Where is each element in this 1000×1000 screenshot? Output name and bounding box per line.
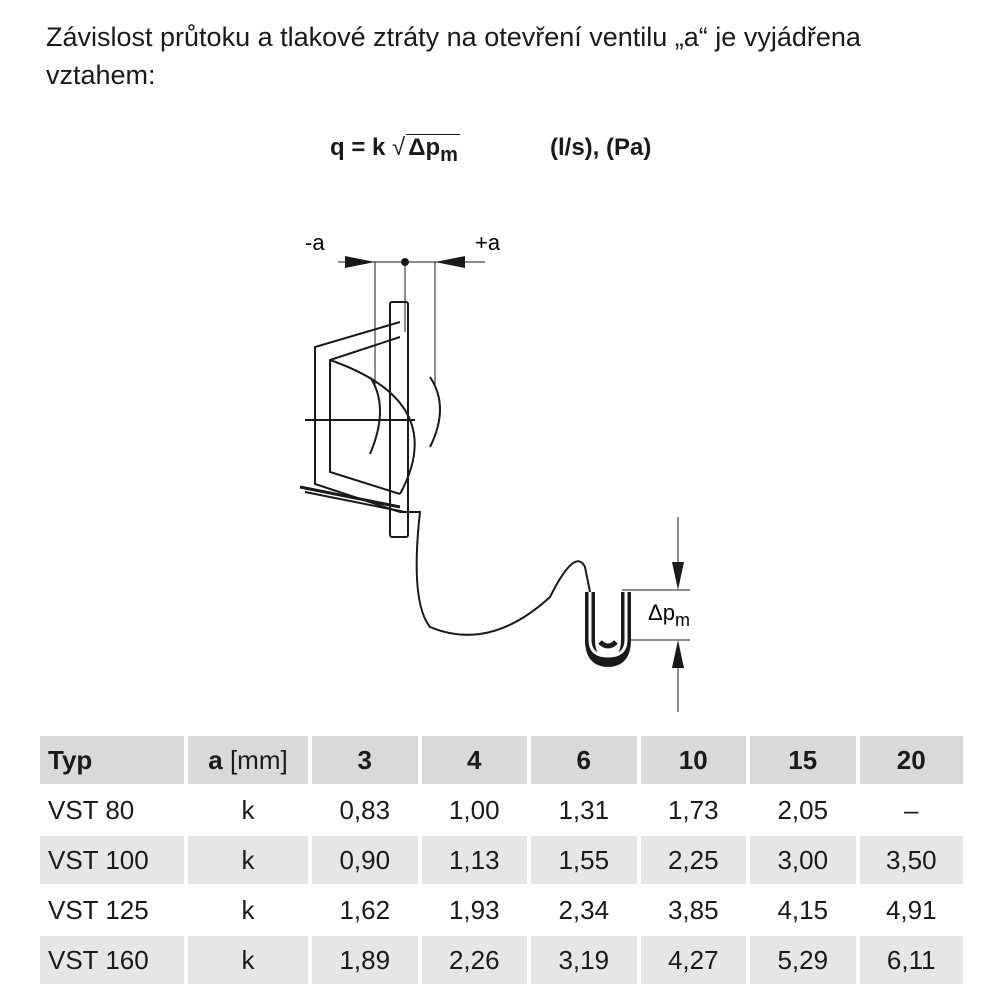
arrow-down-icon xyxy=(672,562,684,590)
label-plus-a: +a xyxy=(475,230,501,255)
table-cell: 3,19 xyxy=(529,935,639,984)
label-delta-p-text: Δp xyxy=(648,600,675,625)
header-a-symbol: a xyxy=(208,744,223,775)
formula-radicand-sub: m xyxy=(440,144,458,166)
header-a xyxy=(186,736,310,785)
table-cell: 0,90 xyxy=(310,835,420,885)
header-value: 15 xyxy=(748,736,858,785)
arrow-left-icon xyxy=(435,256,465,268)
row-param: k xyxy=(186,785,310,835)
table-cell: 1,13 xyxy=(420,835,530,885)
table-cell: 2,34 xyxy=(529,885,639,935)
label-minus-a: -a xyxy=(305,230,325,255)
table-cell: 1,00 xyxy=(420,785,530,835)
header-value: 10 xyxy=(639,736,749,785)
table-cell: 3,85 xyxy=(639,885,749,935)
header-value: 6 xyxy=(529,736,639,785)
sqrt-icon: √ xyxy=(392,134,406,161)
table-cell: 1,62 xyxy=(310,885,420,935)
table-cell: – xyxy=(858,785,964,835)
valve-diagram xyxy=(290,222,730,717)
table-cell: 2,05 xyxy=(748,785,858,835)
arrow-right-icon xyxy=(345,256,375,268)
table-cell: 1,93 xyxy=(420,885,530,935)
row-param: k xyxy=(186,885,310,935)
flow-formula xyxy=(330,134,652,166)
formula-radicand xyxy=(406,134,460,166)
table-cell: 2,26 xyxy=(420,935,530,984)
header-a-unit: [mm] xyxy=(222,744,288,775)
row-typ: VST 100 xyxy=(40,835,186,885)
header-value: 4 xyxy=(420,736,530,785)
table-cell: 4,27 xyxy=(639,935,749,984)
arrow-up-icon xyxy=(672,640,684,668)
table-cell: 1,73 xyxy=(639,785,749,835)
table-cell: 4,15 xyxy=(748,885,858,935)
table-cell: 6,11 xyxy=(858,935,964,984)
row-typ: VST 125 xyxy=(40,885,186,935)
intro-paragraph: Závislost průtoku a tlakové ztráty na otevření ventilu „a“ je vyjádřena vztahem: xyxy=(46,22,861,90)
table-header-row xyxy=(40,736,963,785)
formula-lhs: q = k xyxy=(330,134,393,161)
table-cell: 1,89 xyxy=(310,935,420,984)
header-value: 3 xyxy=(310,736,420,785)
table-row xyxy=(40,785,963,835)
row-param: k xyxy=(186,835,310,885)
formula-units: (l/s), (Pa) xyxy=(550,134,652,161)
center-dot-icon xyxy=(401,258,409,266)
k-factor-table xyxy=(40,736,963,984)
table-cell: 3,50 xyxy=(858,835,964,885)
table-cell: 5,29 xyxy=(748,935,858,984)
table-cell: 1,31 xyxy=(529,785,639,835)
table-row xyxy=(40,835,963,885)
formula-radicand-text: Δp xyxy=(408,134,441,161)
row-typ: VST 160 xyxy=(40,935,186,984)
table-cell: 4,91 xyxy=(858,885,964,935)
header-typ: Typ xyxy=(40,736,186,785)
table-cell: 0,83 xyxy=(310,785,420,835)
table-cell: 2,25 xyxy=(639,835,749,885)
table-cell: 3,00 xyxy=(748,835,858,885)
row-param: k xyxy=(186,935,310,984)
table-row xyxy=(40,935,963,984)
row-typ: VST 80 xyxy=(40,785,186,835)
label-delta-p xyxy=(648,600,690,630)
table-cell: 1,55 xyxy=(529,835,639,885)
header-value: 20 xyxy=(858,736,964,785)
table-row xyxy=(40,885,963,935)
label-delta-p-sub: m xyxy=(674,610,690,630)
